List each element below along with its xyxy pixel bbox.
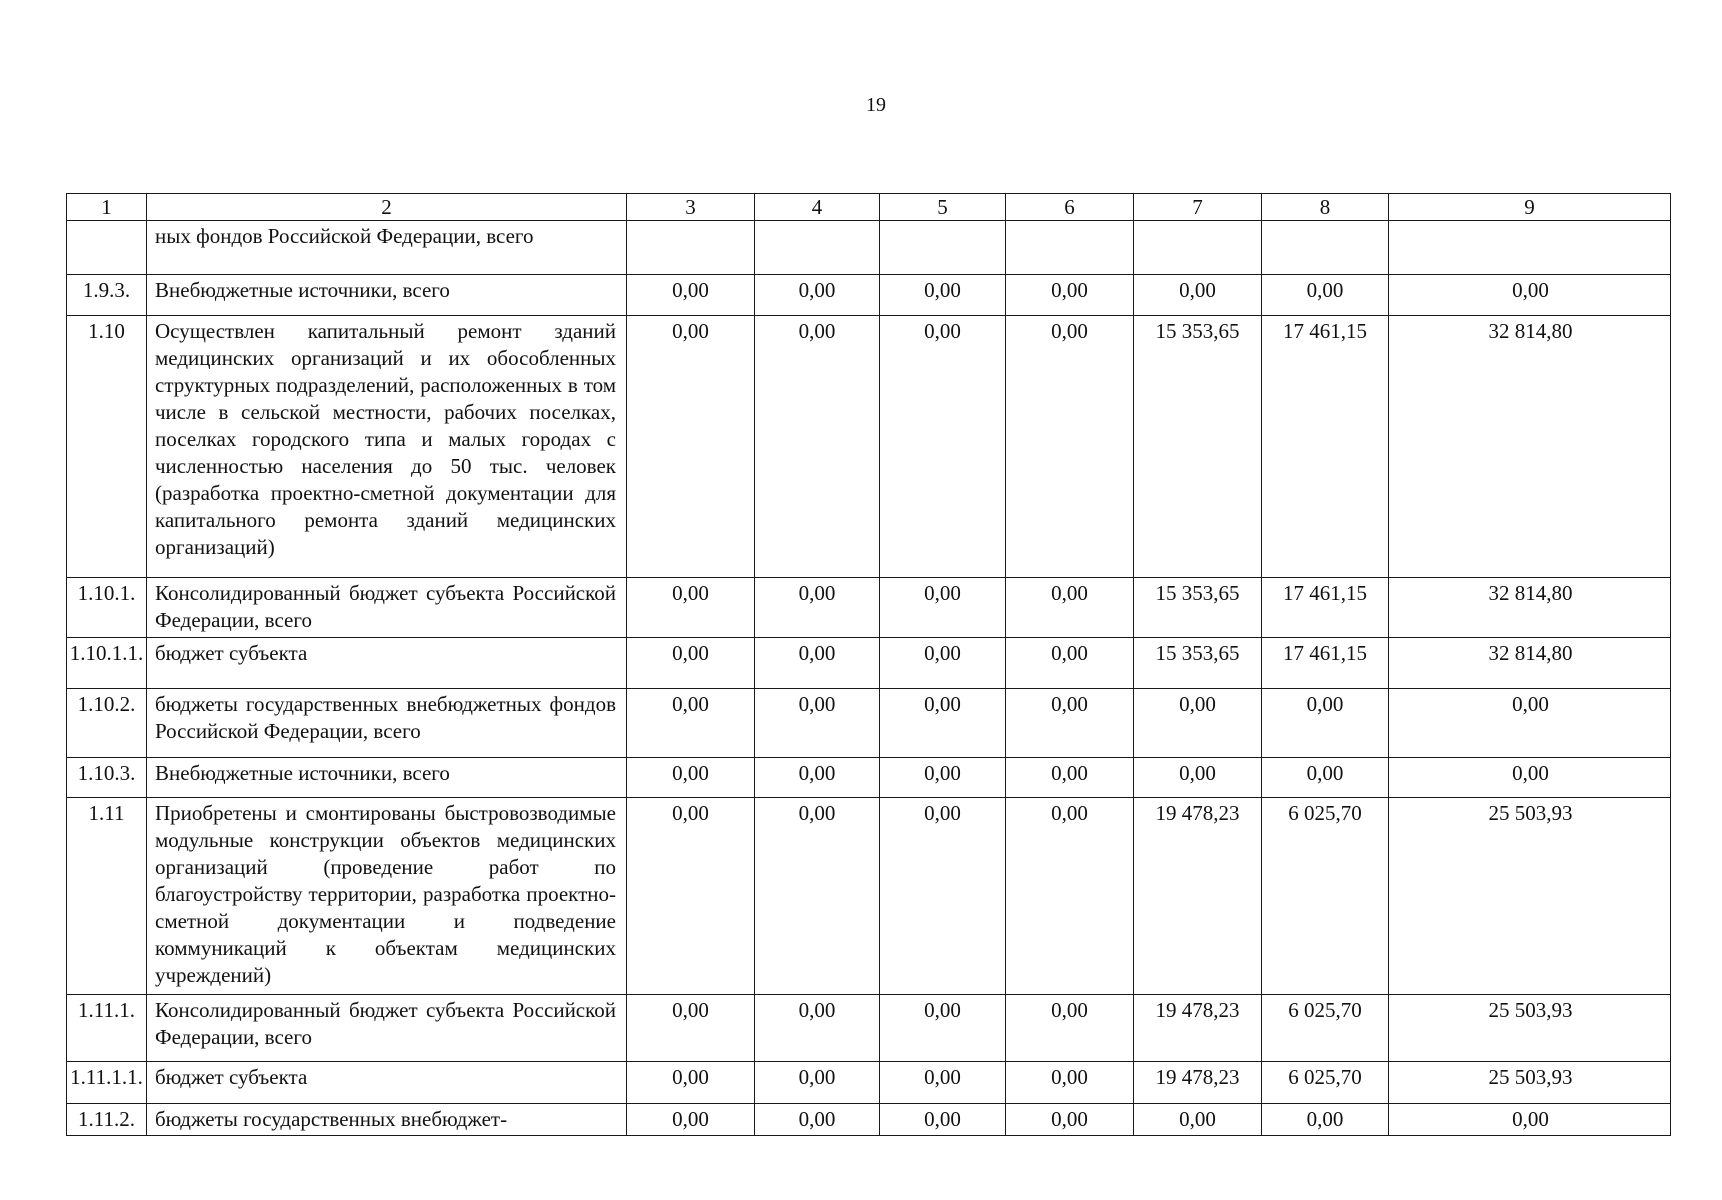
- table-row: [67, 798, 1671, 995]
- row-total: 0,00: [1389, 758, 1671, 798]
- row-value-5: 0,00: [880, 1062, 1006, 1104]
- row-total: 32 814,80: [1389, 316, 1671, 578]
- page-number: 19: [866, 94, 886, 116]
- row-value-4: 0,00: [755, 1104, 880, 1136]
- column-header: 5: [880, 194, 1006, 221]
- row-value-7: 0,00: [1134, 275, 1262, 316]
- row-code: 1.10.2.: [67, 689, 147, 758]
- row-value-4: [755, 221, 880, 275]
- row-value-5: 0,00: [880, 275, 1006, 316]
- row-description: Внебюджетные источники, всего: [147, 275, 627, 316]
- column-header: 8: [1262, 194, 1389, 221]
- row-value-5: 0,00: [880, 638, 1006, 689]
- row-description: бюджет субъекта: [147, 638, 627, 689]
- row-code: 1.9.3.: [67, 275, 147, 316]
- column-header: 9: [1389, 194, 1671, 221]
- row-value-8: 17 461,15: [1262, 578, 1389, 638]
- row-value-4: 0,00: [755, 689, 880, 758]
- row-value-5: 0,00: [880, 798, 1006, 995]
- row-value-5: 0,00: [880, 578, 1006, 638]
- row-value-7: [1134, 221, 1262, 275]
- row-code: 1.10.3.: [67, 758, 147, 798]
- row-code: 1.11.1.1.: [67, 1062, 147, 1104]
- row-value-6: 0,00: [1006, 316, 1134, 578]
- row-value-8: 0,00: [1262, 275, 1389, 316]
- row-total: 0,00: [1389, 275, 1671, 316]
- row-value-3: [627, 221, 755, 275]
- row-value-6: [1006, 221, 1134, 275]
- budget-table: [66, 193, 1671, 1136]
- row-value-8: 6 025,70: [1262, 1062, 1389, 1104]
- row-value-3: 0,00: [627, 1104, 755, 1136]
- row-value-6: 0,00: [1006, 1104, 1134, 1136]
- row-value-7: 0,00: [1134, 1104, 1262, 1136]
- column-header: 4: [755, 194, 880, 221]
- row-value-7: 19 478,23: [1134, 1062, 1262, 1104]
- row-description: бюджеты государственных внебюджет-: [147, 1104, 627, 1136]
- row-value-5: 0,00: [880, 1104, 1006, 1136]
- row-value-3: 0,00: [627, 316, 755, 578]
- row-value-8: 0,00: [1262, 689, 1389, 758]
- row-value-3: 0,00: [627, 689, 755, 758]
- table-row: [67, 1104, 1671, 1136]
- row-code: 1.11.1.: [67, 995, 147, 1062]
- row-value-7: 19 478,23: [1134, 995, 1262, 1062]
- row-value-4: 0,00: [755, 995, 880, 1062]
- row-code: 1.10.1.: [67, 578, 147, 638]
- table-row: [67, 578, 1671, 638]
- table-row: [67, 1062, 1671, 1104]
- row-code: 1.11: [67, 798, 147, 995]
- row-value-3: 0,00: [627, 275, 755, 316]
- row-value-7: 0,00: [1134, 758, 1262, 798]
- row-value-6: 0,00: [1006, 578, 1134, 638]
- table-row: [67, 995, 1671, 1062]
- row-value-3: 0,00: [627, 758, 755, 798]
- row-value-6: 0,00: [1006, 275, 1134, 316]
- column-header: 6: [1006, 194, 1134, 221]
- row-description: Консолидированный бюджет субъекта Российской Федерации, всего: [147, 578, 627, 638]
- row-value-5: 0,00: [880, 995, 1006, 1062]
- row-value-7: 0,00: [1134, 689, 1262, 758]
- table-row: [67, 275, 1671, 316]
- column-header: 1: [67, 194, 147, 221]
- row-value-5: 0,00: [880, 758, 1006, 798]
- row-total: 0,00: [1389, 689, 1671, 758]
- table-row: [67, 758, 1671, 798]
- row-value-4: 0,00: [755, 1062, 880, 1104]
- column-header: 2: [147, 194, 627, 221]
- row-value-5: 0,00: [880, 316, 1006, 578]
- row-value-4: 0,00: [755, 758, 880, 798]
- row-value-7: 15 353,65: [1134, 578, 1262, 638]
- row-value-4: 0,00: [755, 275, 880, 316]
- row-value-4: 0,00: [755, 798, 880, 995]
- table-row: [67, 638, 1671, 689]
- row-description: Приобретены и смонтированы быстровозводимые модульные конструкции объектов медицинских организаций (проведение работ по благоустройству территории, разработка проектно-сметной документации и подведение коммуникаций к объектам медицинских учреждений): [147, 798, 627, 995]
- row-total: 32 814,80: [1389, 578, 1671, 638]
- row-value-8: 17 461,15: [1262, 316, 1389, 578]
- row-value-7: 19 478,23: [1134, 798, 1262, 995]
- row-description: Консолидированный бюджет субъекта Российской Федерации, всего: [147, 995, 627, 1062]
- row-value-7: 15 353,65: [1134, 638, 1262, 689]
- row-value-5: [880, 221, 1006, 275]
- table-row: [67, 221, 1671, 275]
- row-value-6: 0,00: [1006, 995, 1134, 1062]
- column-header: 7: [1134, 194, 1262, 221]
- row-total: [1389, 221, 1671, 275]
- row-value-8: 6 025,70: [1262, 995, 1389, 1062]
- row-value-8: [1262, 221, 1389, 275]
- row-description: бюджеты государственных внебюджетных фондов Российской Федерации, всего: [147, 689, 627, 758]
- row-value-4: 0,00: [755, 316, 880, 578]
- row-total: 25 503,93: [1389, 1062, 1671, 1104]
- row-total: 32 814,80: [1389, 638, 1671, 689]
- row-value-7: 15 353,65: [1134, 316, 1262, 578]
- row-code: 1.11.2.: [67, 1104, 147, 1136]
- row-value-6: 0,00: [1006, 689, 1134, 758]
- header-row: [67, 194, 1671, 221]
- row-value-8: 17 461,15: [1262, 638, 1389, 689]
- row-description: Осуществлен капитальный ремонт зданий медицинских организаций и их обособленных структурных подразделений, расположенных в том числе в сельской местности, рабочих поселках, поселках городского типа и малых городах с численностью населения до 50 тыс. человек (разработка проектно-сметной документации для капитального ремонта зданий медицинских организаций): [147, 316, 627, 578]
- row-value-4: 0,00: [755, 578, 880, 638]
- row-value-8: 0,00: [1262, 1104, 1389, 1136]
- row-value-8: 6 025,70: [1262, 798, 1389, 995]
- row-total: 0,00: [1389, 1104, 1671, 1136]
- row-description: бюджет субъекта: [147, 1062, 627, 1104]
- row-value-3: 0,00: [627, 638, 755, 689]
- row-value-3: 0,00: [627, 578, 755, 638]
- row-value-5: 0,00: [880, 689, 1006, 758]
- table-row: [67, 689, 1671, 758]
- row-value-6: 0,00: [1006, 758, 1134, 798]
- row-value-6: 0,00: [1006, 798, 1134, 995]
- row-code: 1.10.1.1.: [67, 638, 147, 689]
- row-code: [67, 221, 147, 275]
- row-value-8: 0,00: [1262, 758, 1389, 798]
- row-code: 1.10: [67, 316, 147, 578]
- row-description: Внебюджетные источники, всего: [147, 758, 627, 798]
- row-value-3: 0,00: [627, 995, 755, 1062]
- row-value-4: 0,00: [755, 638, 880, 689]
- row-value-6: 0,00: [1006, 638, 1134, 689]
- row-value-6: 0,00: [1006, 1062, 1134, 1104]
- table-row: [67, 316, 1671, 578]
- row-description: ных фондов Российской Федерации, всего: [147, 221, 627, 275]
- row-total: 25 503,93: [1389, 798, 1671, 995]
- row-value-3: 0,00: [627, 1062, 755, 1104]
- column-header: 3: [627, 194, 755, 221]
- row-total: 25 503,93: [1389, 995, 1671, 1062]
- row-value-3: 0,00: [627, 798, 755, 995]
